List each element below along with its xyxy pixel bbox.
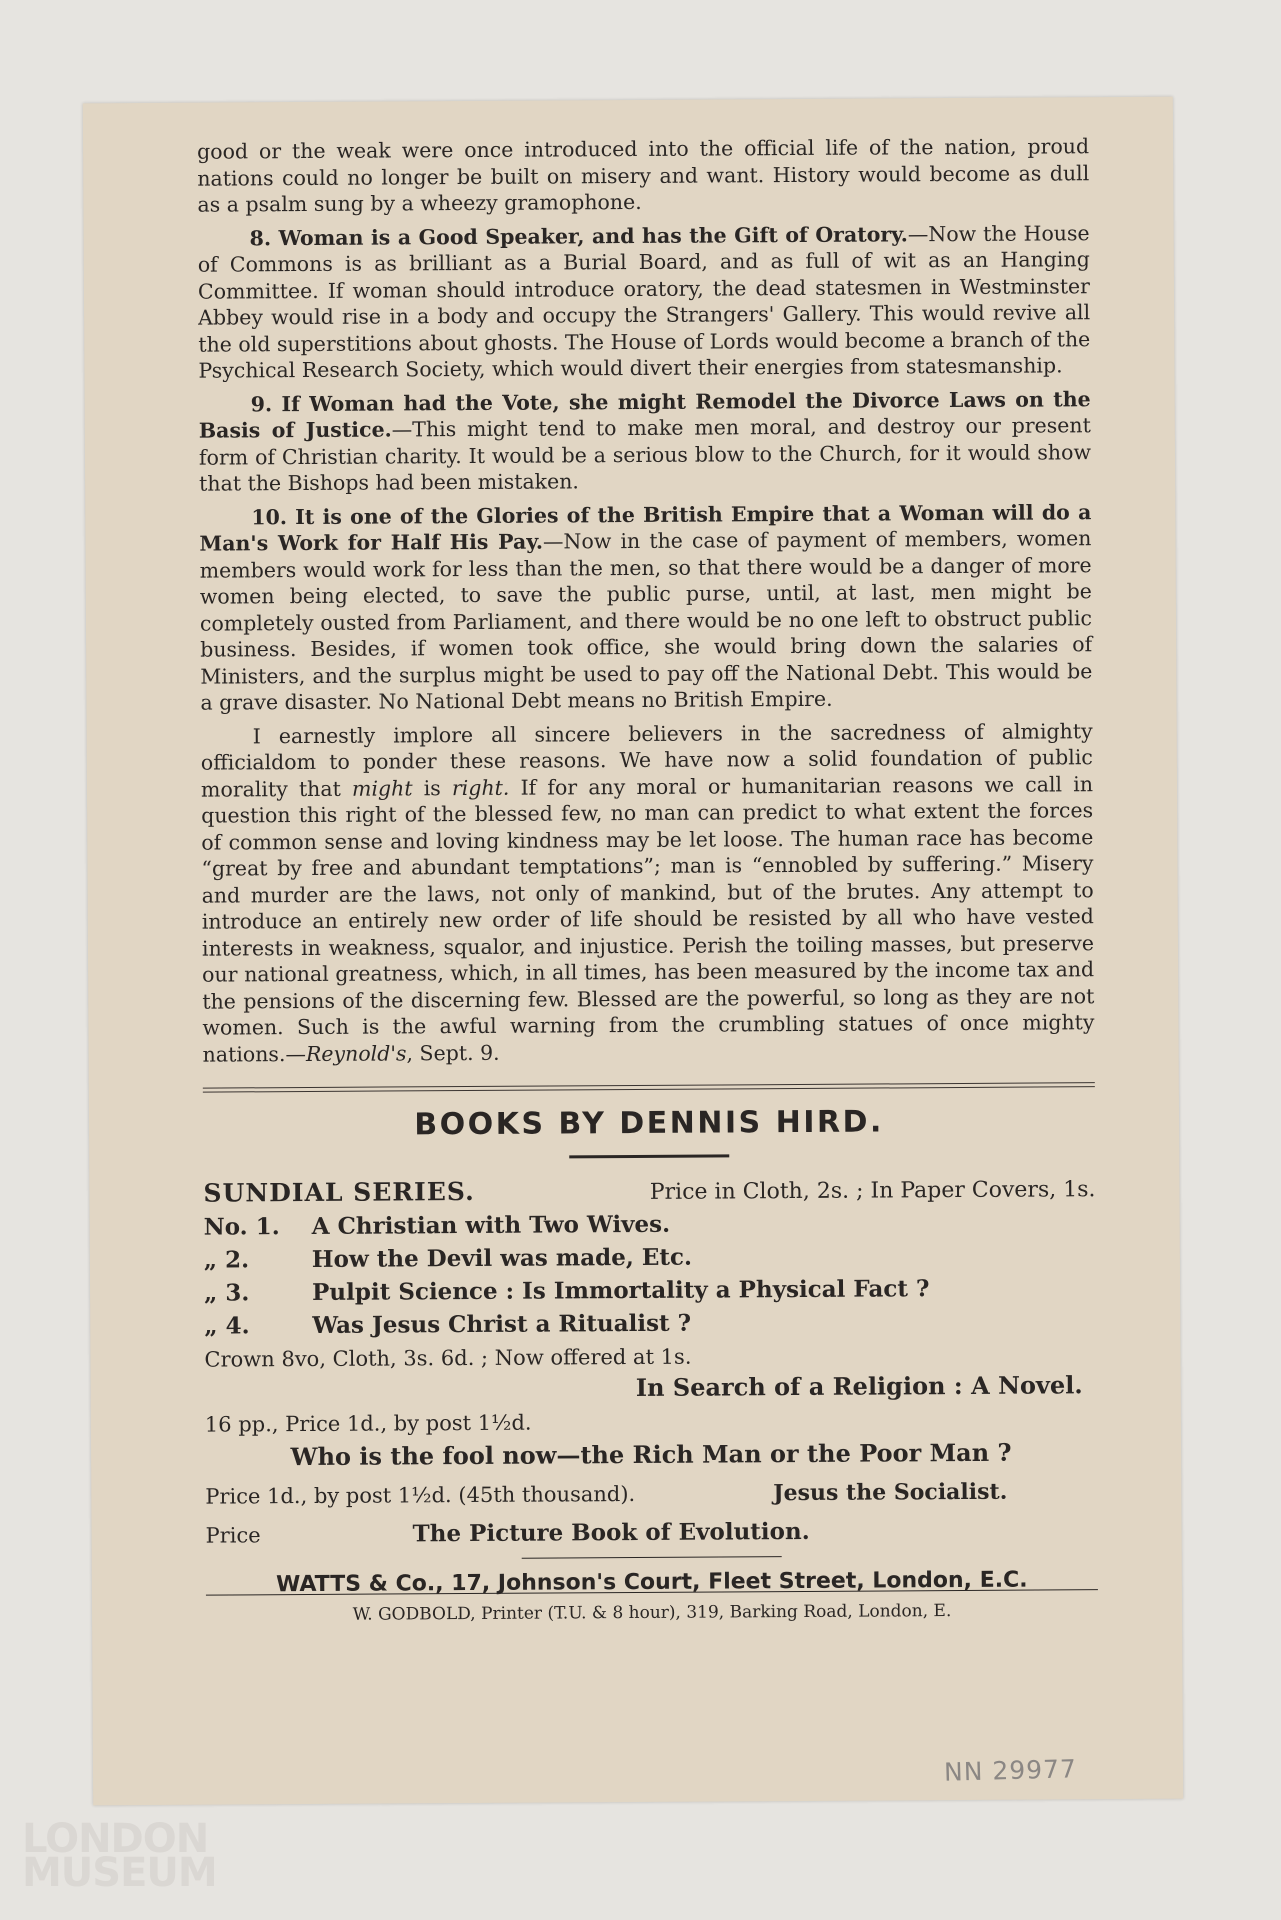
- series-line: [203, 1173, 1095, 1207]
- picture-book-line: [205, 1516, 1097, 1548]
- list-item: [204, 1208, 1096, 1240]
- jesus-price: Price 1d., by post 1½d. (45th thousand).: [205, 1481, 636, 1509]
- closing-might: might: [351, 775, 413, 801]
- museum-watermark-logo: [22, 1816, 217, 1896]
- item-title: Was Jesus Christ a Ritualist ?: [312, 1309, 692, 1339]
- paragraph-8-heading: 8. Woman is a Good Speaker, and has the Gift of Oratory.: [249, 221, 908, 250]
- item-title: Pulpit Science : Is Immortality a Physical Fact ?: [311, 1275, 930, 1306]
- fool-price: 16 pp., Price 1d., by post 1½d.: [204, 1410, 532, 1437]
- jesus-line: [205, 1478, 1097, 1509]
- item-number: „ 2.: [203, 1246, 250, 1274]
- watermark-line-1: LONDON: [22, 1816, 209, 1862]
- item-number: „ 3.: [203, 1279, 250, 1307]
- paragraph-10: [199, 499, 1092, 716]
- jesus-title: Jesus the Socialist.: [773, 1478, 1008, 1507]
- picture-title: The Picture Book of Evolution.: [412, 1517, 810, 1548]
- closing-source: Reynold's: [305, 1040, 407, 1066]
- list-item: [204, 1241, 1096, 1273]
- item-title: A Christian with Two Wives.: [311, 1210, 671, 1240]
- series-price: Price in Cloth, 2s. ; In Paper Covers, 1s.: [649, 1177, 1096, 1205]
- watermark-line-2: MUSEUM: [22, 1850, 217, 1896]
- publisher-line: WATTS & Co., 17, Johnson's Court, Fleet Street, London, E.C.: [276, 1567, 1028, 1598]
- fool-title: Who is the fool now—the Rich Man or the Poor Man ?: [290, 1437, 1012, 1472]
- novel-price: Crown 8vo, Cloth, 3s. 6d. ; Now offered at 1s.: [204, 1344, 692, 1372]
- paragraph-10-heading: 10. It is one of the Glories of the British Empire that a Woman will do a Man's Work for Half His Pay.: [199, 499, 1092, 556]
- picture-price: Price: [205, 1523, 261, 1548]
- series-name: SUNDIAL SERIES.: [203, 1176, 475, 1208]
- books-heading: BOOKS BY DENNIS HIRD.: [414, 1104, 884, 1143]
- closing-date: , Sept. 9.: [406, 1040, 500, 1065]
- novel-title: In Search of a Religion : A Novel.: [635, 1370, 1083, 1402]
- paragraph-continuation: good or the weak were once introduced into the official life of the nation, proud nations could no longer be built on misery and want. History would become as dull as a psalm sung by a wheezy gramophone.: [197, 134, 1090, 217]
- double-rule-divider: [203, 1082, 1095, 1092]
- paragraph-8: [198, 220, 1091, 384]
- item-number: „ 4.: [204, 1312, 250, 1340]
- paragraph-10-body: —Now in the case of payment of members, women members would work for less than the men, so that there would be a danger of more women being elected, to save the public purse, until, at last, men might be completely ousted from Parliament, and there would be no one left to obstruct public business. Besides, if women took office, she would bring down the salaries of Ministers, and the surplus might be used to pay off the National Debt. This would be a grave disaster. No National Debt means no British Empire.: [199, 526, 1093, 715]
- list-item: [204, 1274, 1096, 1306]
- printer-imprint: W. GODBOLD, Printer (T.U. & 8 hour), 319, Barking Road, London, E.: [352, 1601, 952, 1625]
- closing-text-b: If for any moral or humanitarian reasons we call in question this right of the blessed few, no man can predict to what extent the forces of common sense and loving kindness may be let loose. The human race has become “great by free and abundant temptations”; man is “ennobled by suffering.” Misery and murder are the laws, not only of mankind, but of the brutes. Any attempt to introduce an entirely new order of life should be resisted by all who have vested interests in weakness, squalor, and injustice. Perish the toiling masses, but preserve our national greatness, which, in all times, has been measured by the income tax and the pensions of the discerning few. Blessed are the powerful, so long as they are not women. Such is the awful warning from the crumbling statues of once mighty nations.—: [201, 771, 1095, 1067]
- text-column: [197, 133, 1098, 1625]
- article-body: [197, 133, 1095, 1067]
- paragraph-9-heading: 9. If Woman had the Vote, she might Remodel the Divorce Laws on the Basis of Justice.: [198, 386, 1091, 443]
- document-sheet: [83, 97, 1183, 1806]
- paragraph-9-body: —This might tend to make men moral, and destroy our present form of Christian charity. It would be a serious blow to the Church, for it would show that the Bishops had been mistaken.: [198, 413, 1092, 496]
- paragraph-9: [199, 386, 1092, 497]
- closing-paragraph: [201, 718, 1095, 1068]
- item-title: How the Devil was made, Etc.: [311, 1243, 693, 1273]
- paragraph-8-body: —Now the House of Commons is as brilliant as a Burial Board, and as full of wit as an Hanging Committee. If woman should introduce oratory, the dead statesmen in Westminster Abbey would rise in a body and occupy the Strangers' Gallery. This would revive all the old superstitions about ghosts. The House of Lords would become a branch of the Psychical Research Society, which would divert their energies from statesmanship.: [197, 220, 1091, 383]
- closing-right: right.: [451, 775, 510, 800]
- closing-is: is: [412, 775, 453, 800]
- item-number: No. 1.: [203, 1213, 280, 1241]
- heading-underline: [569, 1154, 729, 1158]
- catalogue-number: NN 29977: [943, 1754, 1078, 1787]
- closing-text-a: I earnestly implore all sincere believers in the sacredness of almighty officialdom to ponder these reasons. We have now a solid foundation of public morality that: [200, 718, 1093, 802]
- publisher-rule: [522, 1556, 782, 1559]
- list-item: [204, 1307, 1096, 1339]
- series-list: [204, 1208, 1097, 1339]
